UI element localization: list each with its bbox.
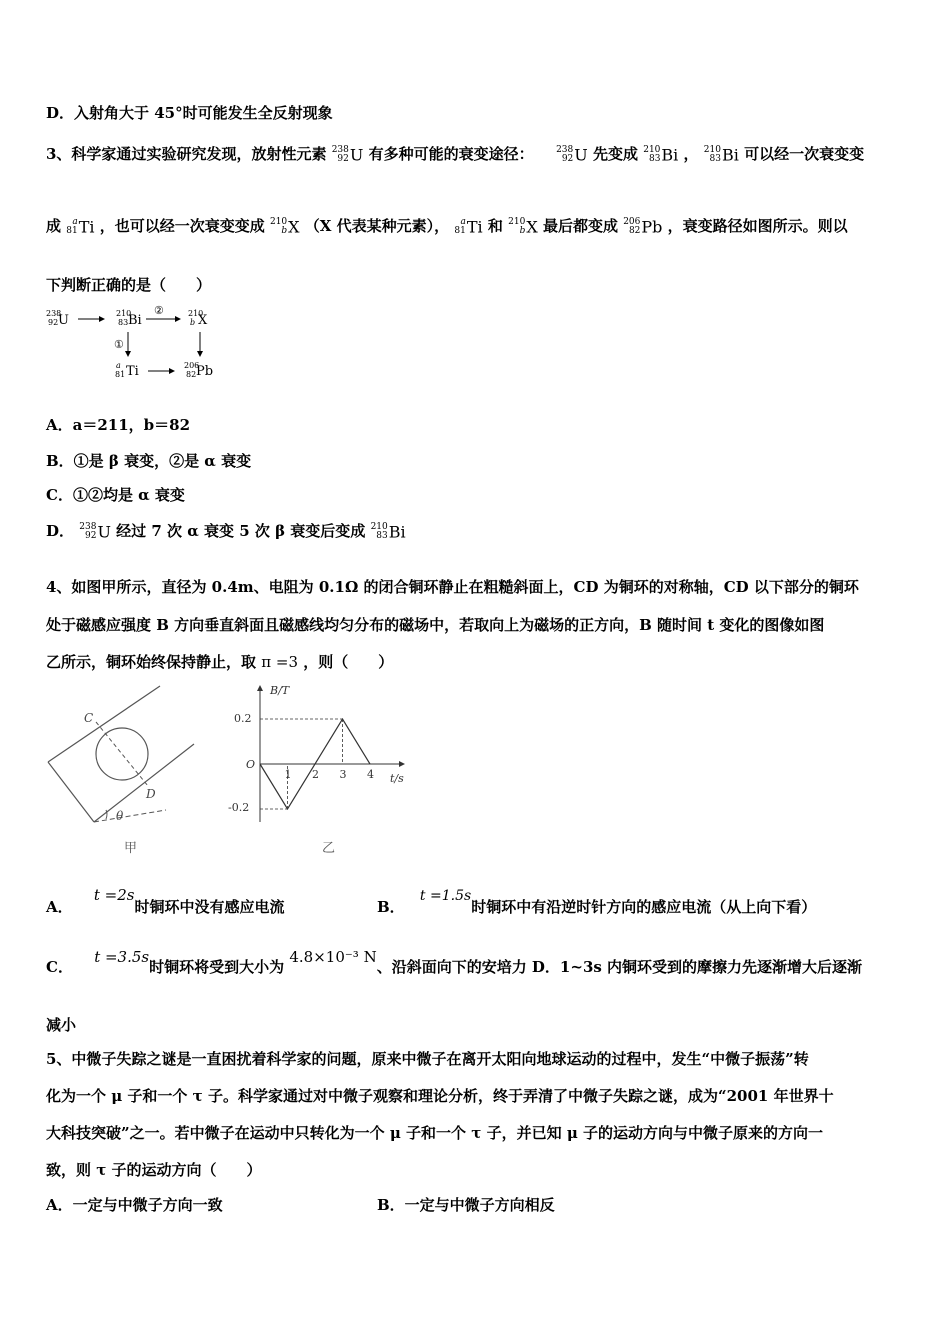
option-text: 时铜环将受到大小为 xyxy=(149,958,285,976)
q3-stem-line-2 xyxy=(46,215,848,237)
x-tick-label: 4 xyxy=(367,768,374,781)
caption-yi: 乙 xyxy=(322,841,336,856)
q4-option-b[interactable] xyxy=(377,888,817,917)
q5-option-b[interactable]: B．一定与中微子方向相反 xyxy=(377,1196,555,1214)
figure-yi-bt-chart xyxy=(222,682,412,860)
svg-text:Ti: Ti xyxy=(126,364,139,379)
step-2-label: ② xyxy=(154,304,164,317)
x-tick-label: 2 xyxy=(312,768,319,781)
svg-text:Pb: Pb xyxy=(196,364,214,379)
q3-option-b[interactable]: B．①是 β 衰变，②是 α 衰变 xyxy=(46,452,252,470)
svg-text:210: 210 xyxy=(116,309,132,318)
q4-stem-text: 乙所示，铜环始终保持静止，取 xyxy=(46,653,257,671)
q4-option-d-tail: 减小 xyxy=(46,1016,77,1034)
origin-label: O xyxy=(246,758,256,771)
svg-text:83: 83 xyxy=(118,318,129,327)
q3-option-c[interactable]: C．①②均是 α 衰变 xyxy=(46,486,185,504)
q3-stem-line-1 xyxy=(46,143,864,165)
nuclide-bi210: 210 83 Bi xyxy=(370,522,406,542)
decay-diagram xyxy=(44,302,234,384)
svg-text:U: U xyxy=(58,313,69,328)
q4-option-c[interactable] xyxy=(46,948,863,977)
q3-stem-text: 最后都变成 xyxy=(542,217,618,235)
svg-text:b: b xyxy=(190,318,196,327)
caption-jia: 甲 xyxy=(124,841,138,856)
figure-jia-incline xyxy=(44,682,204,860)
y-tick-label: -0.2 xyxy=(228,801,250,814)
svg-text:210: 210 xyxy=(188,309,204,318)
option-text: 经过 7 次 α 衰变 5 次 β 衰变后变成 xyxy=(116,522,366,540)
nuclide-ti: a 81 Ti xyxy=(66,217,95,237)
x-tick-label: 1 xyxy=(284,768,292,781)
svg-text:Bi: Bi xyxy=(128,313,142,328)
x-tick-label: 3 xyxy=(339,768,347,781)
q3-option-a[interactable]: A．a＝211，b＝82 xyxy=(46,416,191,434)
q3-stem-text: 有多种可能的衰变途径： xyxy=(368,145,534,163)
option-text: 、沿斜面向下的安培力 D．1~3s 内铜环受到的摩擦力先逐渐增大后逐渐 xyxy=(376,958,863,976)
svg-text:238: 238 xyxy=(46,309,62,318)
nuclide-bi210: 210 83 Bi xyxy=(703,145,739,165)
q5-stem-line-2: 化为一个 μ 子和一个 τ 子。科学家通过对中微子观察和理论分析，终于弄清了中微子失踪之谜，成为“2001 年世界十 xyxy=(46,1087,834,1105)
svg-text:92: 92 xyxy=(48,318,59,327)
q3-stem-text: 先变成 xyxy=(592,145,638,163)
nuclide-bi210: 210 83 Bi xyxy=(643,145,679,165)
option-label: C． xyxy=(46,958,73,976)
label-d: D xyxy=(146,787,156,801)
nuclide-x: 210 b X xyxy=(269,217,300,237)
option-math: t =1.5s xyxy=(419,888,472,904)
q3-stem-text: 和 xyxy=(487,217,503,235)
pi-value: π =3 xyxy=(261,653,298,671)
q4-stem-line-1: 4、如图甲所示，直径为 0.4m、电阻为 0.1Ω 的闭合铜环静止在粗糙斜面上，CD 为铜环的对称轴，CD 以下部分的铜环 xyxy=(46,578,859,596)
q4-option-a[interactable] xyxy=(46,886,285,917)
nuclide-u238: 238 92 U xyxy=(331,145,364,165)
svg-text:81: 81 xyxy=(115,370,126,379)
nuclide-pb206: 206 82 Pb xyxy=(623,217,663,237)
svg-text:206: 206 xyxy=(184,361,200,370)
y-axis-label: B/T xyxy=(270,684,290,697)
nuclide-ti: a 81 Ti xyxy=(454,217,483,237)
nuclide-u238: 238 92 U xyxy=(556,145,588,165)
q3-stem-text: 3、科学家通过实验研究发现，放射性元素 xyxy=(46,145,327,163)
option-label: B． xyxy=(377,898,405,916)
option-math: t =3.5s xyxy=(94,948,150,966)
option-label: A． xyxy=(46,898,73,916)
option-label: D． xyxy=(46,522,75,540)
q3-stem-text: 成 xyxy=(46,217,62,235)
q3-option-d[interactable] xyxy=(46,520,406,542)
q3-stem-text: ，也可以经一次衰变变成 xyxy=(99,217,265,235)
q5-stem-line-3: 大科技突破”之一。若中微子在运动中只转化为一个 μ 子和一个 τ 子，并已知 μ 子的运动方向与中微子原来的方向一 xyxy=(46,1124,824,1142)
q4-stem-line-2: 处于磁感应强度 B 方向垂直斜面且磁感线均匀分布的磁场中，若取向上为磁场的正方向，B 随时间 t 变化的图像如图 xyxy=(46,616,825,634)
q3-stem-text: 可以经一次衰变变 xyxy=(744,145,865,163)
x-axis-label: t/s xyxy=(390,772,404,785)
step-1-label: ① xyxy=(114,338,124,351)
y-tick-label: 0.2 xyxy=(234,712,252,725)
label-c: C xyxy=(84,711,94,725)
nuclide-u238: 238 92 U xyxy=(79,522,111,542)
q3-stem-line-3: 下判断正确的是（ ） xyxy=(46,276,212,294)
option-math: t =2s xyxy=(93,886,135,904)
nuclide-x: 210 b X xyxy=(508,217,538,237)
q5-stem-line-4: 致，则 τ 子的运动方向（ ） xyxy=(46,1161,262,1179)
force-value: 4.8×10⁻³ N xyxy=(289,948,377,966)
q3-stem-text: ， xyxy=(683,145,699,163)
svg-text:82: 82 xyxy=(186,370,197,379)
label-theta: θ xyxy=(116,809,124,823)
q3-stem-text: ，衰变路径如图所示。则以 xyxy=(667,217,848,235)
option-text: 时铜环中有沿逆时针方向的感应电流（从上向下看） xyxy=(471,898,817,916)
option-text: 时铜环中没有感应电流 xyxy=(134,898,285,916)
svg-text:X: X xyxy=(198,313,208,328)
svg-text:a: a xyxy=(116,361,121,370)
q4-stem-line-3 xyxy=(46,651,393,672)
q3-stem-text: （X 代表某种元素）， xyxy=(304,217,450,235)
q4-stem-text: ，则（ ） xyxy=(303,653,394,671)
q5-option-a[interactable]: A．一定与中微子方向一致 xyxy=(46,1196,223,1214)
q2-option-d: D．入射角大于 45°时可能发生全反射现象 xyxy=(46,104,333,122)
q5-stem-line-1: 5、中微子失踪之谜是一直困扰着科学家的问题，原来中微子在离开太阳向地球运动的过程中，发生“中微子振荡”转 xyxy=(46,1050,809,1068)
